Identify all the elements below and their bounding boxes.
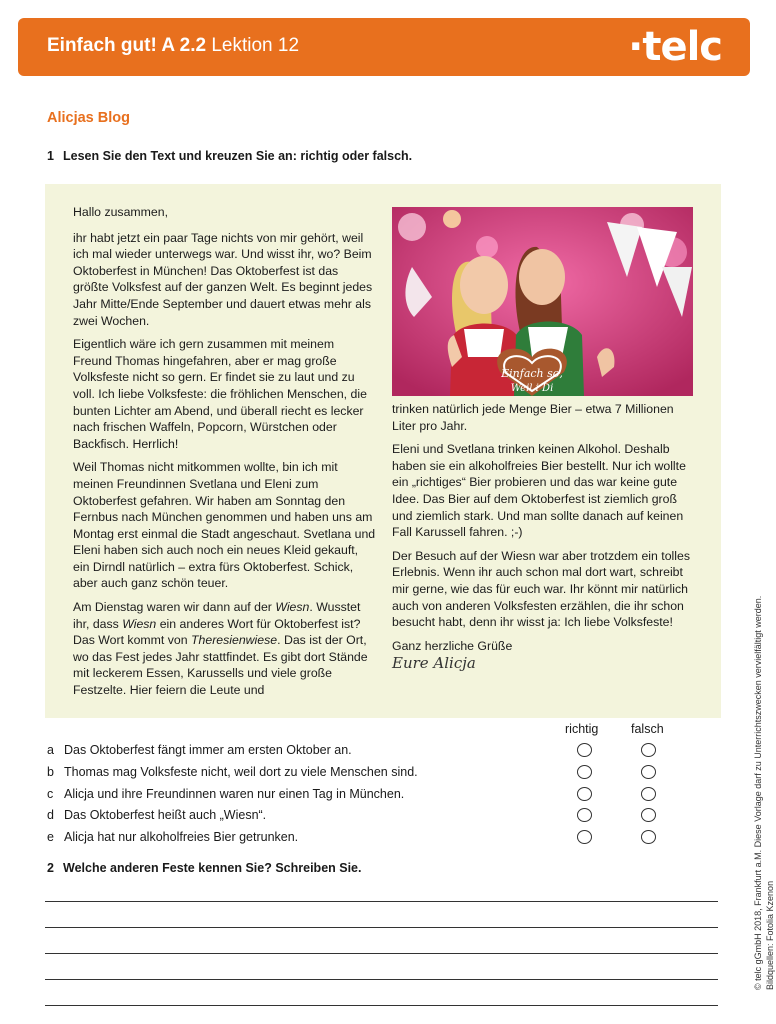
heart-text-2: Weil i Di: [510, 383, 554, 394]
quiz-item-b: [47, 765, 687, 785]
quiz-item-d: [47, 808, 687, 828]
quiz-item-statement: Das Oktoberfest fängt immer am ersten Oktober an.: [64, 743, 352, 757]
checkbox-falsch-a[interactable]: [641, 743, 656, 757]
checkbox-richtig-b[interactable]: [577, 765, 592, 779]
quiz-item-statement: Alicja hat nur alkoholfreies Bier getrunken.: [64, 830, 299, 844]
p4-part-c: ein anderes Wort für Oktoberfest ist? Das Wort kommt von: [73, 616, 361, 648]
column-header-falsch: falsch: [631, 722, 664, 736]
quiz-item-e: [47, 830, 687, 850]
task-2-instruction: [47, 861, 362, 875]
checkbox-falsch-e[interactable]: [641, 830, 656, 844]
blog-paragraph-7: Der Besuch auf der Wiesn war aber trotzdem ein tolles Erlebnis. Wenn ihr auch schon mal dort wart, schreibt mir gerne, wie das für euch war. Ihr könnt mir natürlich auch von anderen Volksfesten erzählen, die ihr schon besucht habt, denn ihr wisst ja: Ich liebe Volksfeste!: [392, 548, 690, 630]
blog-box: [45, 184, 721, 718]
p4-part-a: Am Dienstag waren wir dann auf der: [73, 600, 276, 615]
blog-left-column: [73, 204, 376, 706]
quiz-item-letter: a: [47, 743, 54, 757]
quiz-item-letter: b: [47, 765, 54, 779]
task-2-number: 2: [47, 861, 54, 875]
quiz-item-letter: d: [47, 808, 54, 822]
section-title: Alicjas Blog: [47, 110, 130, 126]
blog-greeting: Hallo zusammen,: [73, 205, 168, 219]
writing-line-3[interactable]: [45, 953, 718, 954]
task-1-text: Lesen Sie den Text und kreuzen Sie an: richtig oder falsch.: [63, 149, 413, 163]
copyright-line-2: Bildquellen: Fotolia Kzenon: [765, 880, 775, 990]
header-title-lesson: Lektion 12: [211, 35, 300, 56]
quiz-item-letter: c: [47, 787, 54, 801]
quiz-item-statement: Thomas mag Volksfeste nicht, weil dort zu viele Menschen sind.: [64, 765, 418, 779]
writing-line-5[interactable]: [45, 1005, 718, 1006]
quiz-item-statement: Alicja und ihre Freundinnen waren nur einen Tag in München.: [64, 787, 405, 801]
header-bar: [18, 18, 750, 76]
checkbox-richtig-a[interactable]: [577, 743, 592, 757]
header-title: [47, 35, 299, 57]
task-2-text: Welche anderen Feste kennen Sie? Schreiben Sie.: [63, 861, 362, 875]
writing-line-2[interactable]: [45, 927, 718, 928]
copyright-notice: [752, 590, 776, 990]
blog-paragraph-4: [73, 599, 376, 699]
writing-line-4[interactable]: [45, 979, 718, 980]
p4-wiesn-2: Wiesn: [122, 616, 157, 631]
p4-theresienwiese: Theresienwiese: [191, 633, 278, 648]
blog-paragraph-2: Eigentlich wäre ich gern zusammen mit meinem Freund Thomas hingefahren, aber er mag große Volksfeste nicht so gern. Er findet sie zu laut und zu voll. Ich liebe Volksfeste: die fröhlichen Menschen, die bunten Lichter am Abend, und überall riecht es lecker nach frischen Waffeln, Popcorn, Würstchen oder Backfisch. Herrlich!: [73, 337, 367, 451]
heart-text-1: Einfach so,: [501, 367, 563, 380]
quiz-item-letter: e: [47, 830, 54, 844]
quiz-item-c: [47, 787, 687, 807]
copyright-line-1: © telc gGmbH 2018, Frankfurt a.M. Diese Vorlage darf zu Unterrichtszwecken vervielfältigt werden.: [753, 595, 763, 990]
blog-signature: Eure Alicja: [392, 654, 476, 673]
task-1-instruction: [47, 149, 412, 163]
p4-wiesn-1: Wiesn: [275, 600, 310, 615]
checkbox-falsch-c[interactable]: [641, 787, 656, 801]
checkbox-falsch-d[interactable]: [641, 808, 656, 822]
checkbox-richtig-e[interactable]: [577, 830, 592, 844]
column-header-richtig: richtig: [565, 722, 599, 736]
p4-part-d: . Das ist der Ort, wo das Fest jedes Jahr stattfindet. Es gibt dort Stände mit leckerem Essen, Karussells und viele große Festzelte. Hier feiern die Leute und: [73, 633, 368, 698]
writing-line-1[interactable]: [45, 901, 718, 902]
blog-right-column: [392, 401, 697, 672]
photo-illustration: [392, 207, 693, 396]
blog-paragraph-6: Eleni und Svetlana trinken keinen Alkohol. Deshalb haben sie ein alkoholfreies Bier bestellt. Nur ich wollte ein „richtiges“ Bier probieren und das war keine gute Idee. Das Bier auf dem Oktoberfest ist ziemlich groß und ziemlich stark. Und man sollte danach auf keinen Fall Karussell fahren. ;-): [392, 442, 686, 540]
blog-paragraph-5: trinken natürlich jede Menge Bier – etwa 7 Millionen Liter pro Jahr.: [392, 402, 674, 433]
task-1-number: 1: [47, 149, 54, 163]
blog-closing: Ganz herzliche Grüße: [392, 638, 513, 653]
blog-paragraph-1: ihr habt jetzt ein paar Tage nichts von mir gehört, weil ich mal wieder unterwegs war. Und wisst ihr, wo? Beim Oktoberfest in München! Das Oktoberfest ist das größte Volksfest auf der ganzen Welt. Es beginnt jedes Jahr Mitte/Ende September und dauert etwas mehr als zwei Wochen.: [73, 230, 373, 328]
checkbox-richtig-d[interactable]: [577, 808, 592, 822]
quiz-item-a: [47, 743, 687, 763]
oktoberfest-photo: [392, 207, 693, 396]
header-title-bold: Einfach gut! A 2.2: [47, 35, 207, 56]
telc-logo: ·telc: [628, 24, 722, 70]
p4-part-b: . Wusstet ihr, dass: [73, 600, 361, 631]
checkbox-falsch-b[interactable]: [641, 765, 656, 779]
checkbox-richtig-c[interactable]: [577, 787, 592, 801]
blog-paragraph-3: Weil Thomas nicht mitkommen wollte, bin ich mit meinen Freundinnen Svetlana und Eleni zum Oktoberfest gefahren. Wir haben am Sonntag den Fernbus nach München genommen und haben uns am Montag erst einmal die Stadt angeschaut. Svetlana und Eleni haben sich auch noch ein neues Kleid gekauft, ein Dirndl natürlich – extra fürs Oktoberfest. Schick, aber auch ganz schön teuer.: [73, 460, 376, 591]
quiz-item-statement: Das Oktoberfest heißt auch „Wiesn“.: [64, 808, 267, 822]
